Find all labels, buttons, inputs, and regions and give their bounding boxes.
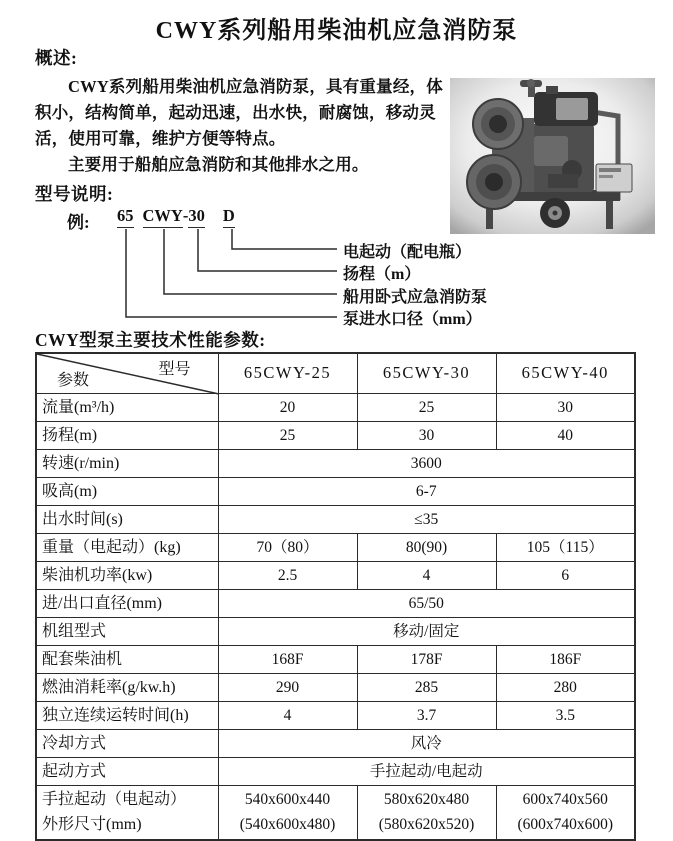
corner-label-parameter: 参数 <box>57 371 90 389</box>
row-value-span: 3600 <box>218 449 635 477</box>
row-label: 机组型式 <box>36 617 218 645</box>
row-value: 40 <box>496 421 635 449</box>
overview-paragraph-2: 主要用于船舶应急消防和其他排水之用。 <box>68 155 369 174</box>
row-label: 吸高(m) <box>36 477 218 505</box>
table-row <box>36 645 635 673</box>
table-row <box>36 729 635 757</box>
callout-head: 扬程（m） <box>343 266 421 283</box>
row-label: 扬程(m) <box>36 421 218 449</box>
corner-label-model: 型号 <box>158 361 191 378</box>
row-value-span: 65/50 <box>218 589 635 617</box>
row-value: 4 <box>357 561 496 589</box>
row-label: 柴油机功率(kw) <box>36 561 218 589</box>
row-value: 105（115） <box>496 533 635 561</box>
row-value-span: 6-7 <box>218 477 635 505</box>
row-label: 重量（电起动）(kg) <box>36 533 218 561</box>
row-label: 独立连续运转时间(h) <box>36 701 218 729</box>
spec-table <box>35 352 636 841</box>
overview-paragraphs <box>35 74 459 178</box>
row-value: 280 <box>496 673 635 701</box>
page-title: CWY系列船用柴油机应急消防泵 <box>155 18 518 44</box>
pump-photo <box>450 78 655 234</box>
row-value: 6 <box>496 561 635 589</box>
overview-heading: 概述: <box>35 48 78 68</box>
table-row <box>36 477 635 505</box>
table-row <box>36 589 635 617</box>
row-value: 285 <box>357 673 496 701</box>
row-value-span: 移动/固定 <box>218 617 635 645</box>
table-row <box>36 421 635 449</box>
row-value-span: 手拉起动/电起动 <box>218 757 635 785</box>
table-row <box>36 561 635 589</box>
column-header: 65CWY-40 <box>496 353 635 393</box>
model-code <box>117 206 235 228</box>
row-value-span: ≤35 <box>218 505 635 533</box>
row-label: 手拉起动（电起动） 外形尺寸(mm) <box>36 785 218 840</box>
corner-cell <box>36 353 218 393</box>
row-value: 20 <box>218 393 357 421</box>
row-value: 25 <box>357 393 496 421</box>
row-value: 80(90) <box>357 533 496 561</box>
row-value: 3.7 <box>357 701 496 729</box>
model-code-part: CWY <box>143 206 183 228</box>
spec-table-header-row <box>36 353 635 393</box>
row-label: 配套柴油机 <box>36 645 218 673</box>
model-code-part: - <box>182 206 189 225</box>
row-value: 3.5 <box>496 701 635 729</box>
row-value: 25 <box>218 421 357 449</box>
row-value-span: 风冷 <box>218 729 635 757</box>
row-value: 580x620x480 (580x620x520) <box>357 785 496 840</box>
table-row <box>36 757 635 785</box>
row-value: 540x600x440 (540x600x480) <box>218 785 357 840</box>
row-value: 2.5 <box>218 561 357 589</box>
callout-inlet-diameter: 泵进水口径（mm） <box>343 311 482 328</box>
row-value: 600x740x560 (600x740x600) <box>496 785 635 840</box>
example-label: 例: <box>67 213 90 232</box>
model-code-part: D <box>223 206 235 228</box>
table-row <box>36 673 635 701</box>
spec-table-body <box>36 393 635 840</box>
row-value: 290 <box>218 673 357 701</box>
model-code-part: 30 <box>188 206 205 228</box>
model-heading: 型号说明: <box>35 184 114 204</box>
table-row <box>36 701 635 729</box>
callout-electric-start: 电起动（配电瓶） <box>343 244 472 261</box>
callout-pump-type: 船用卧式应急消防泵 <box>343 289 488 306</box>
row-value: 4 <box>218 701 357 729</box>
table-row <box>36 505 635 533</box>
table-row <box>36 785 635 840</box>
row-label: 进/出口直径(mm) <box>36 589 218 617</box>
row-value: 168F <box>218 645 357 673</box>
table-row <box>36 393 635 421</box>
row-label: 转速(r/min) <box>36 449 218 477</box>
table-row <box>36 449 635 477</box>
row-label: 出水时间(s) <box>36 505 218 533</box>
row-value: 178F <box>357 645 496 673</box>
row-value: 186F <box>496 645 635 673</box>
row-label: 冷却方式 <box>36 729 218 757</box>
overview-paragraph-1: CWY系列船用柴油机应急消防泵，具有重量经，体积小，结构简单，起动迅速，出水快，耐腐蚀，移动灵活，使用可靠，维护方便等特点。 <box>35 77 443 148</box>
row-label: 燃油消耗率(g/kw.h) <box>36 673 218 701</box>
row-label: 起动方式 <box>36 757 218 785</box>
row-label: 流量(m³/h) <box>36 393 218 421</box>
table-row <box>36 533 635 561</box>
column-header: 65CWY-30 <box>357 353 496 393</box>
row-value: 70（80） <box>218 533 357 561</box>
table-row <box>36 617 635 645</box>
row-value: 30 <box>496 393 635 421</box>
spec-table-heading: CWY型泵主要技术性能参数: <box>35 330 266 350</box>
column-header: 65CWY-25 <box>218 353 357 393</box>
row-value: 30 <box>357 421 496 449</box>
model-code-part: 65 <box>117 206 134 228</box>
